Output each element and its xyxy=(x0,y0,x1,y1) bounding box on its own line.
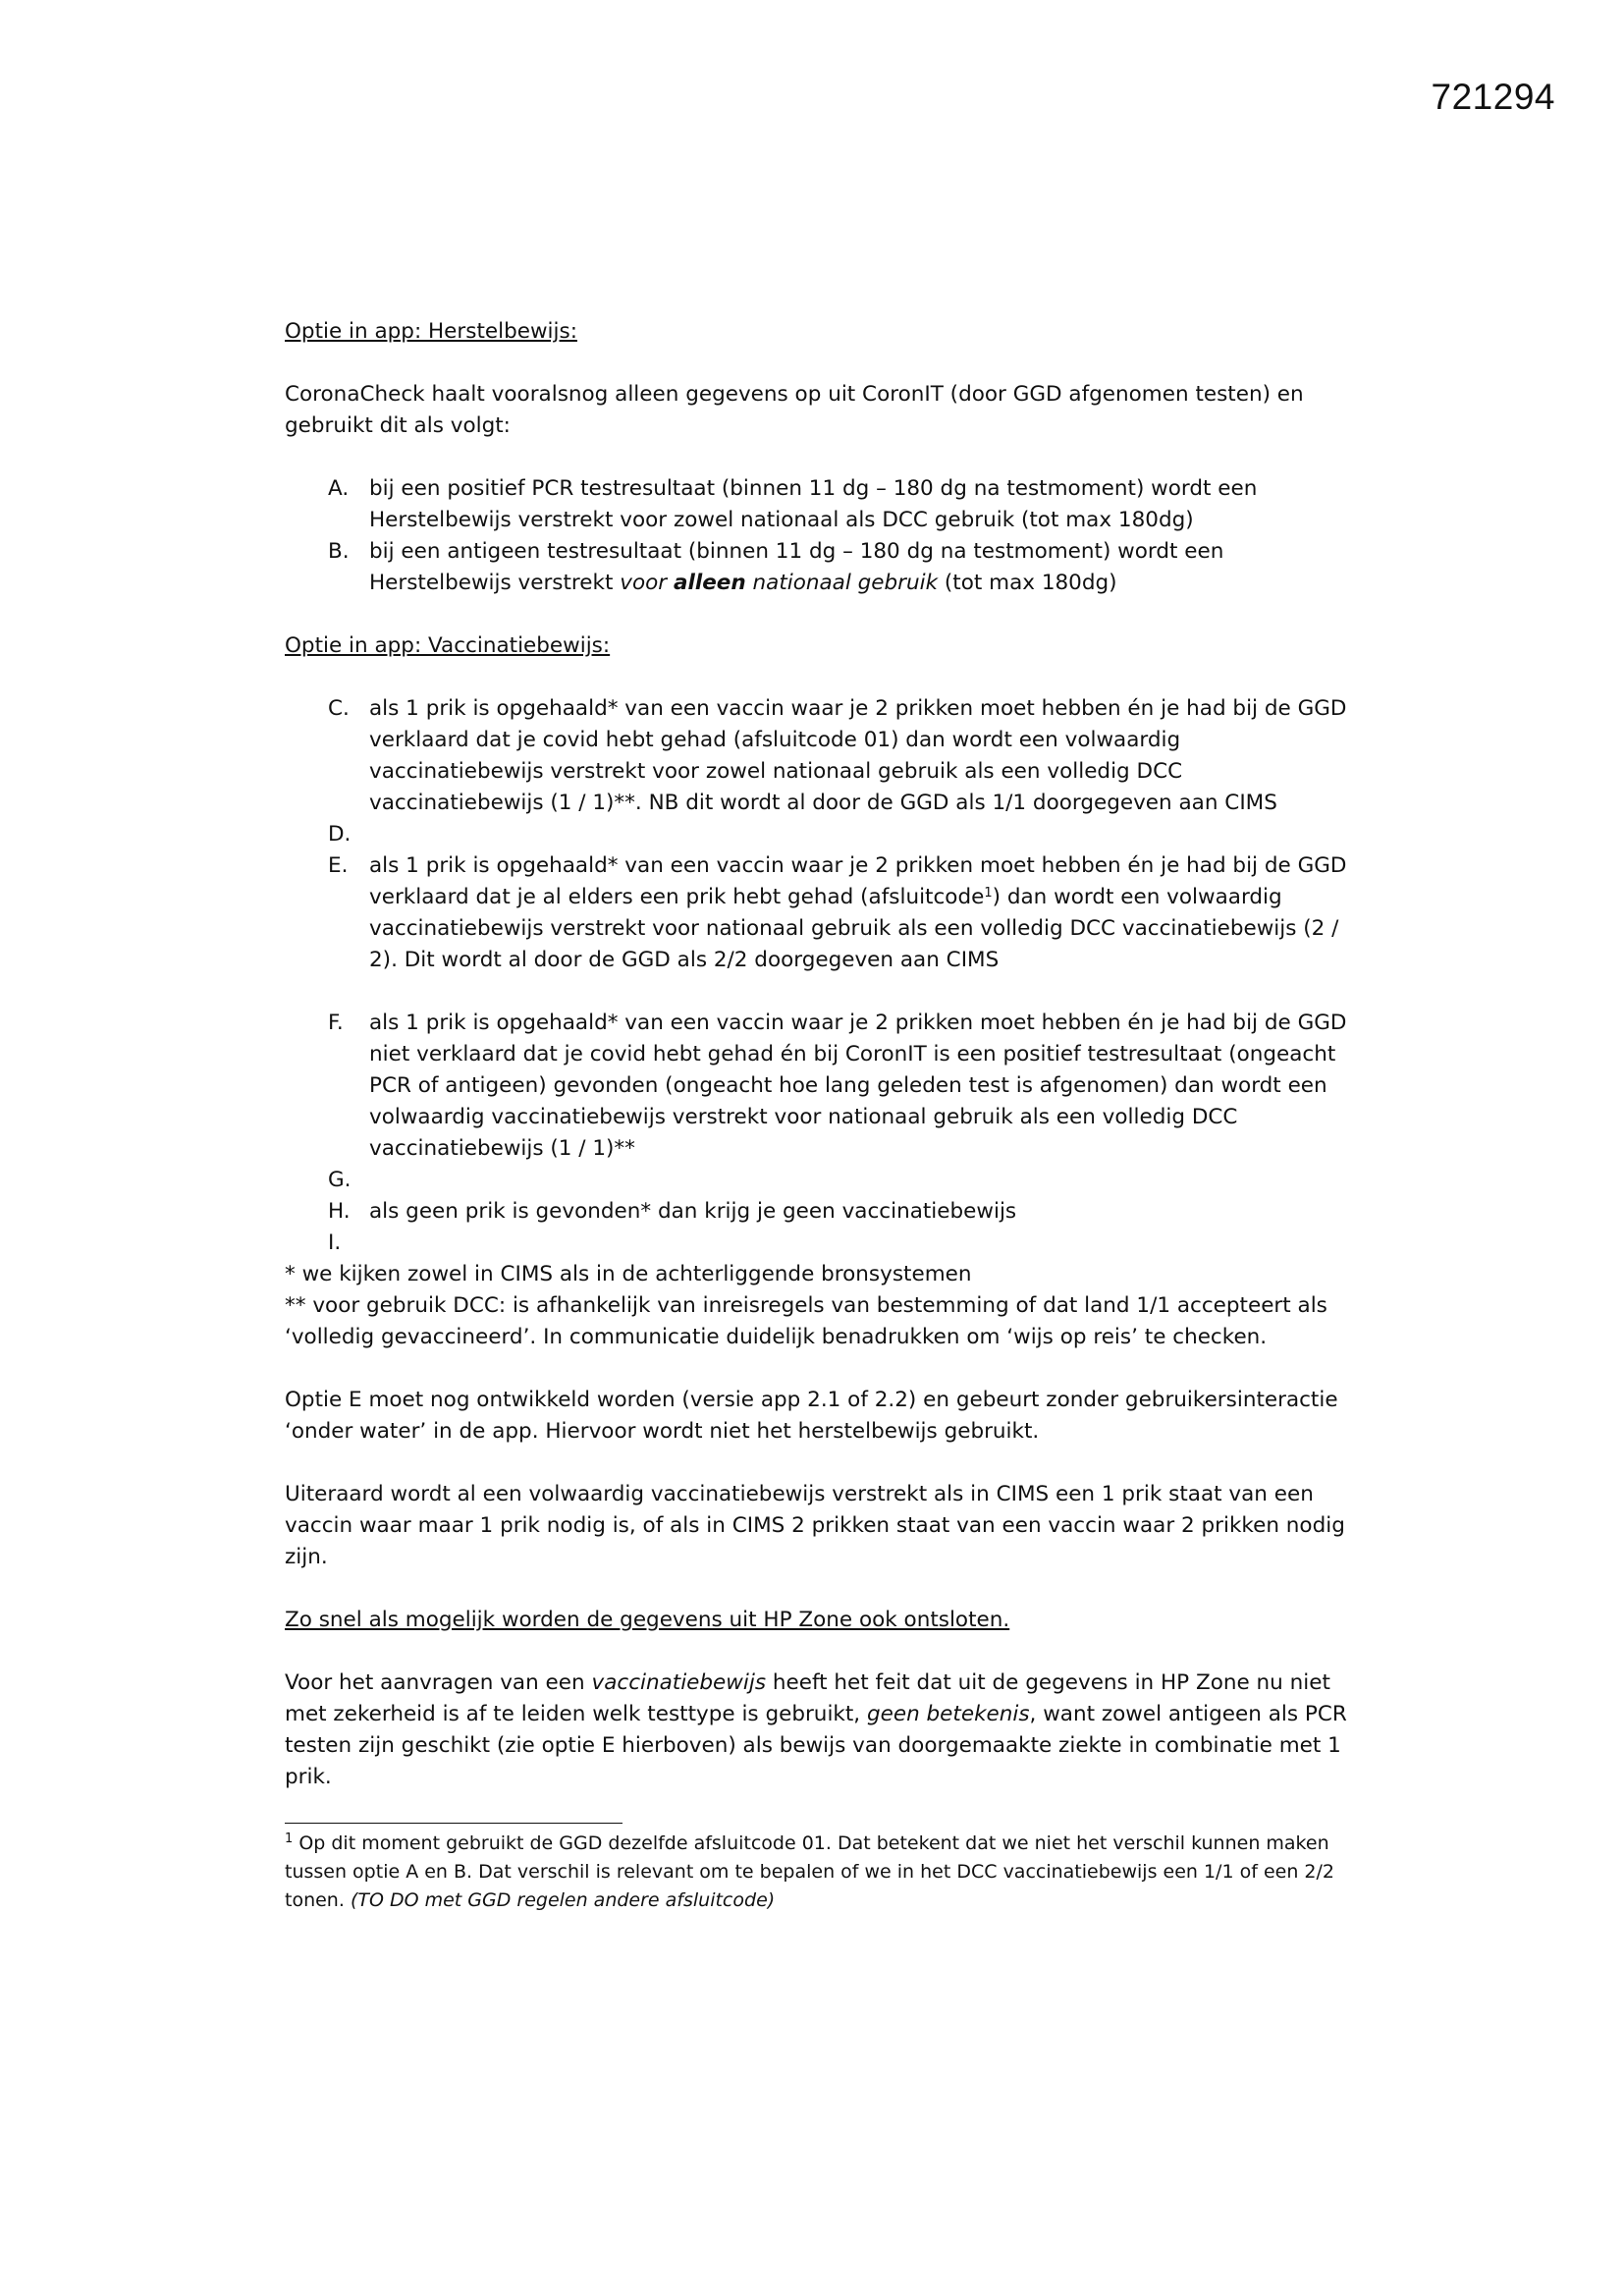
list-marker: G. xyxy=(328,1168,352,1192)
heading-hp-zone: Zo snel als mogelijk worden de gegevens uit HP Zone ook ontsloten. xyxy=(285,1608,1010,1632)
list-item-b xyxy=(285,536,1355,599)
vaccinatiebewijs-list xyxy=(285,693,1355,1259)
document-number: 721294 xyxy=(1431,77,1555,117)
emphasis-text: geen betekenis xyxy=(866,1702,1030,1726)
list-marker: H. xyxy=(328,1199,351,1224)
list-marker: C. xyxy=(328,696,350,721)
note-double-asterisk: ** voor gebruik DCC: is afhankelijk van inreisregels van bestemming of dat land 1/1 accepteert als ‘volledig gevaccineerd’. In communicatie duidelijk benadrukken om ‘wijs op reis’ te checken. xyxy=(285,1293,1327,1349)
list-item-f xyxy=(285,1008,1355,1165)
footnote-reference: 1 xyxy=(984,886,993,901)
list-item-text: bij een positief PCR testresultaat (binnen 11 dg – 180 dg na testmoment) wordt een Herstelbewijs verstrekt voor zowel nationaal als DCC gebruik (tot max 180dg) xyxy=(369,476,1258,532)
footnote-separator xyxy=(285,1823,623,1824)
paragraph-uiteraard: Uiteraard wordt al een volwaardig vaccinatiebewijs verstrekt als in CIMS een 1 prik staat van een vaccin waar maar 1 prik nodig is, of als in CIMS 2 prikken staat van een vaccin waar 2 prikken nodig zijn. xyxy=(285,1482,1345,1569)
emphasis-text: nationaal gebruik xyxy=(745,571,939,595)
list-marker: B. xyxy=(328,539,350,564)
heading-herstelbewijs: Optie in app: Herstelbewijs: xyxy=(285,319,577,344)
list-item-h xyxy=(285,1196,1355,1228)
list-item-blank xyxy=(285,976,1355,1008)
footnote-text: Op dit moment gebruikt de GGD dezelfde afsluitcode 01. Dat betekent dat we niet het verschil kunnen maken tussen optie A en B. Dat verschil is relevant om te bepalen of we in het DCC vaccinatiebewijs een 1/1 of een 2/2 tonen. xyxy=(285,1832,1334,1911)
emphasis-strong-text: alleen xyxy=(673,571,746,595)
footnote xyxy=(285,1830,1355,1915)
list-marker: I. xyxy=(328,1230,342,1255)
intro-paragraph: CoronaCheck haalt vooralsnog alleen gegevens op uit CoronIT (door GGD afgenomen testen) en gebruikt dit als volgt: xyxy=(285,382,1304,438)
list-item-text: (tot max 180dg) xyxy=(938,571,1117,595)
note-asterisk: * we kijken zowel in CIMS als in de achterliggende bronsystemen xyxy=(285,1262,972,1286)
list-item-text: als 1 prik is opgehaald* van een vaccin waar je 2 prikken moet hebben én je had bij de GGD verklaard dat je covid hebt gehad (afsluitcode 01) dan wordt een volwaardig vaccinatiebewijs verstrekt voor zowel nationaal gebruik als een volledig DCC vaccinatiebewijs (1 / 1)**. NB dit wordt al door de GGD als 1/1 doorgegeven aan CIMS xyxy=(369,696,1347,815)
list-marker: D. xyxy=(328,822,352,847)
list-marker: E. xyxy=(328,853,349,878)
paragraph-text: Voor het aanvragen van een xyxy=(285,1670,592,1695)
paragraph-text: , want zowel antigeen als PCR testen zijn geschikt (zie optie E hierboven) als bewijs van doorgemaakte ziekte in combinatie met 1 prik. xyxy=(285,1702,1347,1789)
herstelbewijs-list xyxy=(285,473,1355,599)
list-item-text: ) dan wordt een volwaardig vaccinatiebewijs verstrekt voor nationaal gebruik als een volledig DCC vaccinatiebewijs (2 / 2). Dit wordt al door de GGD als 2/2 doorgegeven aan CIMS xyxy=(369,885,1339,972)
list-item-text: als 1 prik is opgehaald* van een vaccin waar je 2 prikken moet hebben én je had bij de GGD verklaard dat je al elders een prik hebt gehad (afsluitcode xyxy=(369,853,1347,909)
list-marker: A. xyxy=(328,476,350,501)
paragraph-optie-e: Optie E moet nog ontwikkeld worden (versie app 2.1 of 2.2) en gebeurt zonder gebruikersinteractie ‘onder water’ in de app. Hiervoor wordt niet het herstelbewijs gebruikt. xyxy=(285,1388,1338,1444)
paragraph-hp-zone xyxy=(285,1667,1355,1793)
list-item-text: als 1 prik is opgehaald* van een vaccin waar je 2 prikken moet hebben én je had bij de GGD niet verklaard dat je covid hebt gehad én bij CoronIT is een positief testresultaat (ongeacht PCR of antigeen) gevonden (ongeacht hoe lang geleden test is afgenomen) dan wordt een volwaardig vaccinatiebewijs verstrekt voor nationaal gebruik als een volledig DCC vaccinatiebewijs (1 / 1)** xyxy=(369,1011,1347,1161)
list-item-c xyxy=(285,693,1355,819)
list-item-e xyxy=(285,850,1355,976)
emphasis-text: vaccinatiebewijs xyxy=(591,1670,767,1695)
footnote-number: 1 xyxy=(285,1831,294,1846)
list-item-d xyxy=(285,819,1355,850)
document-body xyxy=(285,316,1355,1915)
footnote-italic-text: (TO DO met GGD regelen andere afsluitcode) xyxy=(350,1889,776,1911)
list-item-text: bij een antigeen testresultaat (binnen 11 dg – 180 dg na testmoment) wordt een Herstelbewijs verstrekt xyxy=(369,539,1224,595)
emphasis-text: voor xyxy=(620,571,674,595)
list-item-g xyxy=(285,1165,1355,1196)
list-item-i xyxy=(285,1228,1355,1259)
heading-vaccinatiebewijs: Optie in app: Vaccinatiebewijs: xyxy=(285,633,611,658)
list-item-a xyxy=(285,473,1355,536)
list-marker: F. xyxy=(328,1011,344,1035)
paragraph-text: heeft het feit dat uit de gegevens in HP Zone nu niet met zekerheid is af te leiden welk testtype is gebruikt, xyxy=(285,1670,1330,1726)
list-item-text: als geen prik is gevonden* dan krijg je geen vaccinatiebewijs xyxy=(369,1199,1017,1224)
